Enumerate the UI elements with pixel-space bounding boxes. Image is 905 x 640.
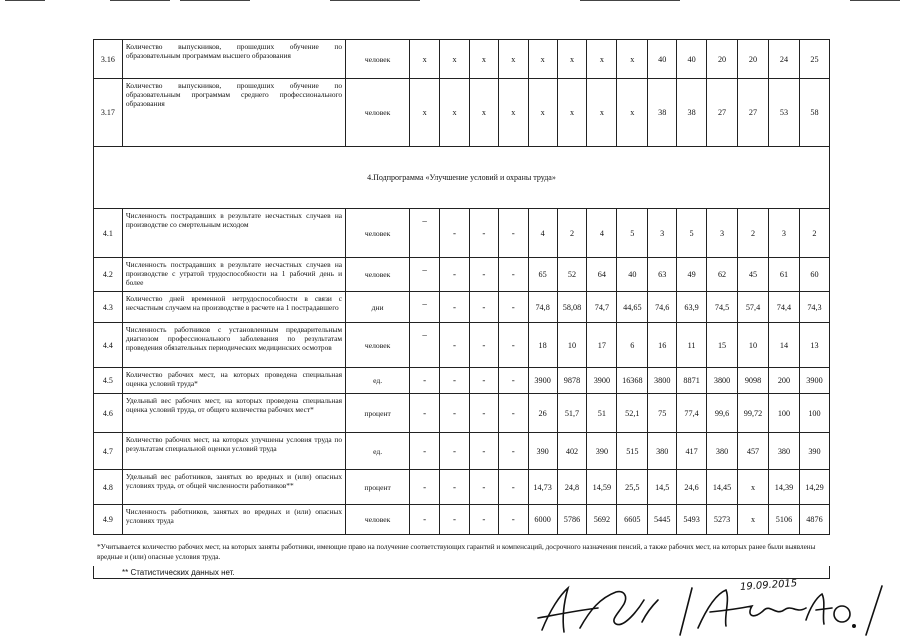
value-cell: 3900 (528, 368, 557, 394)
value-cell: 380 (707, 433, 738, 470)
unit-of-measure: человек (346, 323, 410, 368)
value-cell: 38 (648, 79, 677, 147)
value-cell: - (498, 394, 528, 433)
value-cell: 40 (677, 40, 707, 79)
value-cell: 14 (768, 323, 799, 368)
value-cell: x (587, 40, 617, 79)
value-cell: - (410, 368, 440, 394)
value-cell: 99,6 (707, 394, 738, 433)
value-cell: x (410, 40, 440, 79)
value-cell: 17 (587, 323, 617, 368)
value-cell: 10 (557, 323, 587, 368)
unit-of-measure: человек (346, 209, 410, 258)
value-cell: 24,8 (557, 470, 587, 505)
value-cell: 6605 (617, 505, 648, 535)
value-cell: - (410, 470, 440, 505)
row-number: 4.3 (94, 292, 123, 323)
row-number: 4.8 (94, 470, 123, 505)
value-cell: 5 (677, 209, 707, 258)
indicator-name: Численность работников с установленным предварительным диагнозом профессионального заболевания по результатам проведения обязательных периодических медицинских осмотров (122, 323, 345, 368)
value-cell: 16368 (617, 368, 648, 394)
value-cell: 4 (528, 209, 557, 258)
value-cell: 6 (617, 323, 648, 368)
value-cell: - (498, 323, 528, 368)
value-cell: 3800 (707, 368, 738, 394)
value-cell: - (469, 470, 498, 505)
value-cell: - (498, 258, 528, 292)
value-cell: - (469, 368, 498, 394)
value-cell: – (410, 323, 440, 368)
value-cell: 24,6 (677, 470, 707, 505)
value-cell: x (498, 79, 528, 147)
handwritten-date: 19.09.2015 (739, 578, 798, 593)
handwritten-signature (520, 580, 900, 640)
value-cell: x (617, 79, 648, 147)
value-cell: - (410, 505, 440, 535)
value-cell: 14,29 (799, 470, 829, 505)
indicator-name: Количество рабочих мест, на которых улучшены условия труда по результатам специальной оценки условий труда (122, 433, 345, 470)
value-cell: 74,4 (768, 292, 799, 323)
value-cell: 74,7 (587, 292, 617, 323)
value-cell: x (557, 79, 587, 147)
table-row (94, 323, 830, 368)
value-cell: 3 (768, 209, 799, 258)
value-cell: x (528, 79, 557, 147)
value-cell: 75 (648, 394, 677, 433)
value-cell: 18 (528, 323, 557, 368)
value-cell: 64 (587, 258, 617, 292)
value-cell: x (587, 79, 617, 147)
value-cell: - (440, 209, 470, 258)
value-cell: – (410, 258, 440, 292)
value-cell: 6000 (528, 505, 557, 535)
value-cell: 44,65 (617, 292, 648, 323)
table-row (94, 40, 830, 79)
value-cell: 200 (768, 368, 799, 394)
value-cell: 100 (768, 394, 799, 433)
scan-top-line (110, 0, 170, 1)
value-cell: 62 (707, 258, 738, 292)
unit-of-measure: человек (346, 258, 410, 292)
value-cell: x (440, 40, 470, 79)
value-cell: 74,8 (528, 292, 557, 323)
value-cell: 52 (557, 258, 587, 292)
value-cell: 14,73 (528, 470, 557, 505)
value-cell: x (498, 40, 528, 79)
value-cell: 9098 (738, 368, 769, 394)
value-cell: - (498, 292, 528, 323)
indicator-name: Количество выпускников, прошедших обучение по образовательным программам высшего образования (122, 40, 345, 79)
value-cell: - (440, 470, 470, 505)
value-cell: 74,5 (707, 292, 738, 323)
value-cell: 10 (738, 323, 769, 368)
value-cell: 4876 (799, 505, 829, 535)
value-cell: 58,08 (557, 292, 587, 323)
footnote-1: *Учитывается количество рабочих мест, на которых заняты работники, имеющие право на получение соответствующих гарантий и компенсаций, досрочного назначения пенсий, а также рабочих мест, на которых ранее были выявлены вредные и (или) опасные условия труда. (97, 543, 816, 561)
value-cell: - (469, 394, 498, 433)
value-cell: 390 (587, 433, 617, 470)
row-number: 4.4 (94, 323, 123, 368)
value-cell: x (469, 40, 498, 79)
value-cell: - (469, 505, 498, 535)
value-cell: - (440, 505, 470, 535)
value-cell: x (528, 40, 557, 79)
value-cell: 515 (617, 433, 648, 470)
value-cell: 20 (738, 40, 769, 79)
value-cell: - (469, 433, 498, 470)
value-cell: 5 (617, 209, 648, 258)
table-row (94, 258, 830, 292)
value-cell: - (440, 323, 470, 368)
value-cell: - (469, 258, 498, 292)
value-cell: 3 (707, 209, 738, 258)
value-cell: - (440, 433, 470, 470)
unit-of-measure: ед. (346, 433, 410, 470)
scan-top-line (330, 0, 420, 1)
footnote-2: ** Статистических данных нет. (93, 566, 830, 579)
value-cell: x (440, 79, 470, 147)
table-row (94, 470, 830, 505)
value-cell: 65 (528, 258, 557, 292)
value-cell: 51,7 (557, 394, 587, 433)
value-cell: 417 (677, 433, 707, 470)
table-row (94, 433, 830, 470)
indicator-name: Удельный вес работников, занятых во вредных и (или) опасных условиях труда, от общей численности работников** (122, 470, 345, 505)
value-cell: 5786 (557, 505, 587, 535)
unit-of-measure: процент (346, 470, 410, 505)
row-number: 4.6 (94, 394, 123, 433)
indicators-table (93, 39, 830, 535)
unit-of-measure: человек (346, 79, 410, 147)
value-cell: 14,5 (648, 470, 677, 505)
table-row (94, 292, 830, 323)
row-number: 3.17 (94, 79, 123, 147)
value-cell: - (440, 258, 470, 292)
row-number: 4.9 (94, 505, 123, 535)
value-cell: x (738, 470, 769, 505)
indicator-name: Количество дней временной нетрудоспособности в связи с несчастным случаем на производстве в расчете на 1 пострадавшего (122, 292, 345, 323)
value-cell: 24 (768, 40, 799, 79)
value-cell: 11 (677, 323, 707, 368)
value-cell: 63,9 (677, 292, 707, 323)
section-header-row (94, 147, 830, 209)
table-row (94, 79, 830, 147)
value-cell: 77,4 (677, 394, 707, 433)
scan-top-line (5, 0, 45, 1)
value-cell: 38 (677, 79, 707, 147)
value-cell: 52,1 (617, 394, 648, 433)
value-cell: 380 (648, 433, 677, 470)
value-cell: 5692 (587, 505, 617, 535)
value-cell: 3 (648, 209, 677, 258)
row-number: 4.2 (94, 258, 123, 292)
value-cell: - (498, 209, 528, 258)
value-cell: 63 (648, 258, 677, 292)
row-number: 3.16 (94, 40, 123, 79)
value-cell: 27 (707, 79, 738, 147)
value-cell: x (557, 40, 587, 79)
value-cell: - (469, 292, 498, 323)
value-cell: 40 (617, 258, 648, 292)
value-cell: 14,59 (587, 470, 617, 505)
row-number: 4.7 (94, 433, 123, 470)
table-row (94, 505, 830, 535)
value-cell: - (440, 394, 470, 433)
unit-of-measure: человек (346, 505, 410, 535)
value-cell: 5273 (707, 505, 738, 535)
value-cell: - (410, 433, 440, 470)
scan-top-line (850, 0, 900, 1)
value-cell: 4 (587, 209, 617, 258)
value-cell: 457 (738, 433, 769, 470)
scan-top-line (180, 0, 250, 1)
table-row (94, 368, 830, 394)
value-cell: 3900 (799, 368, 829, 394)
unit-of-measure: ед. (346, 368, 410, 394)
value-cell: x (617, 40, 648, 79)
value-cell: 2 (799, 209, 829, 258)
value-cell: 40 (648, 40, 677, 79)
value-cell: 26 (528, 394, 557, 433)
value-cell: 100 (799, 394, 829, 433)
value-cell: 402 (557, 433, 587, 470)
value-cell: 3900 (587, 368, 617, 394)
value-cell: 5445 (648, 505, 677, 535)
value-cell: - (440, 368, 470, 394)
row-number: 4.5 (94, 368, 123, 394)
value-cell: 58 (799, 79, 829, 147)
value-cell: 74,3 (799, 292, 829, 323)
value-cell: 390 (528, 433, 557, 470)
value-cell: 390 (799, 433, 829, 470)
value-cell: 13 (799, 323, 829, 368)
value-cell: 27 (738, 79, 769, 147)
value-cell: 8871 (677, 368, 707, 394)
value-cell: 3800 (648, 368, 677, 394)
value-cell: 60 (799, 258, 829, 292)
value-cell: 16 (648, 323, 677, 368)
unit-of-measure: человек (346, 40, 410, 79)
value-cell: 74,6 (648, 292, 677, 323)
unit-of-measure: дни (346, 292, 410, 323)
value-cell: – (410, 292, 440, 323)
indicator-name: Численность пострадавших в результате несчастных случаев на производстве со смертельным исходом (122, 209, 345, 258)
indicator-name: Численность работников, занятых во вредных и (или) опасных условиях труда (122, 505, 345, 535)
indicator-name: Удельный вес рабочих мест, на которых проведена специальная оценка условий труда, от общего количества рабочих мест* (122, 394, 345, 433)
value-cell: - (469, 323, 498, 368)
value-cell: - (469, 209, 498, 258)
indicator-name: Численность пострадавших в результате несчастных случаев на производстве с утратой трудоспособности на 1 рабочий день и более (122, 258, 345, 292)
value-cell: 57,4 (738, 292, 769, 323)
value-cell: 61 (768, 258, 799, 292)
table-row (94, 209, 830, 258)
value-cell: 14,39 (768, 470, 799, 505)
indicator-name: Количество рабочих мест, на которых проведена специальная оценка условий труда* (122, 368, 345, 394)
value-cell: x (410, 79, 440, 147)
value-cell: 380 (768, 433, 799, 470)
value-cell: 14,45 (707, 470, 738, 505)
value-cell: 9878 (557, 368, 587, 394)
value-cell: 15 (707, 323, 738, 368)
value-cell: 20 (707, 40, 738, 79)
scan-top-line (580, 0, 680, 1)
row-number: 4.1 (94, 209, 123, 258)
indicator-name: Количество выпускников, прошедших обучение по образовательным программам среднего профессионального образования (122, 79, 345, 147)
value-cell: 2 (738, 209, 769, 258)
value-cell: x (469, 79, 498, 147)
unit-of-measure: процент (346, 394, 410, 433)
section-title: 4.Подпрограмма «Улучшение условий и охраны труда» (94, 147, 830, 209)
value-cell: x (738, 505, 769, 535)
value-cell: – (410, 209, 440, 258)
table-row (94, 394, 830, 433)
value-cell: 5106 (768, 505, 799, 535)
value-cell: 99,72 (738, 394, 769, 433)
value-cell: 45 (738, 258, 769, 292)
value-cell: - (440, 292, 470, 323)
value-cell: 25,5 (617, 470, 648, 505)
value-cell: 53 (768, 79, 799, 147)
value-cell: 51 (587, 394, 617, 433)
value-cell: 25 (799, 40, 829, 79)
value-cell: 2 (557, 209, 587, 258)
value-cell: - (410, 394, 440, 433)
value-cell: - (498, 470, 528, 505)
value-cell: 5493 (677, 505, 707, 535)
value-cell: - (498, 433, 528, 470)
value-cell: - (498, 368, 528, 394)
value-cell: - (498, 505, 528, 535)
value-cell: 49 (677, 258, 707, 292)
